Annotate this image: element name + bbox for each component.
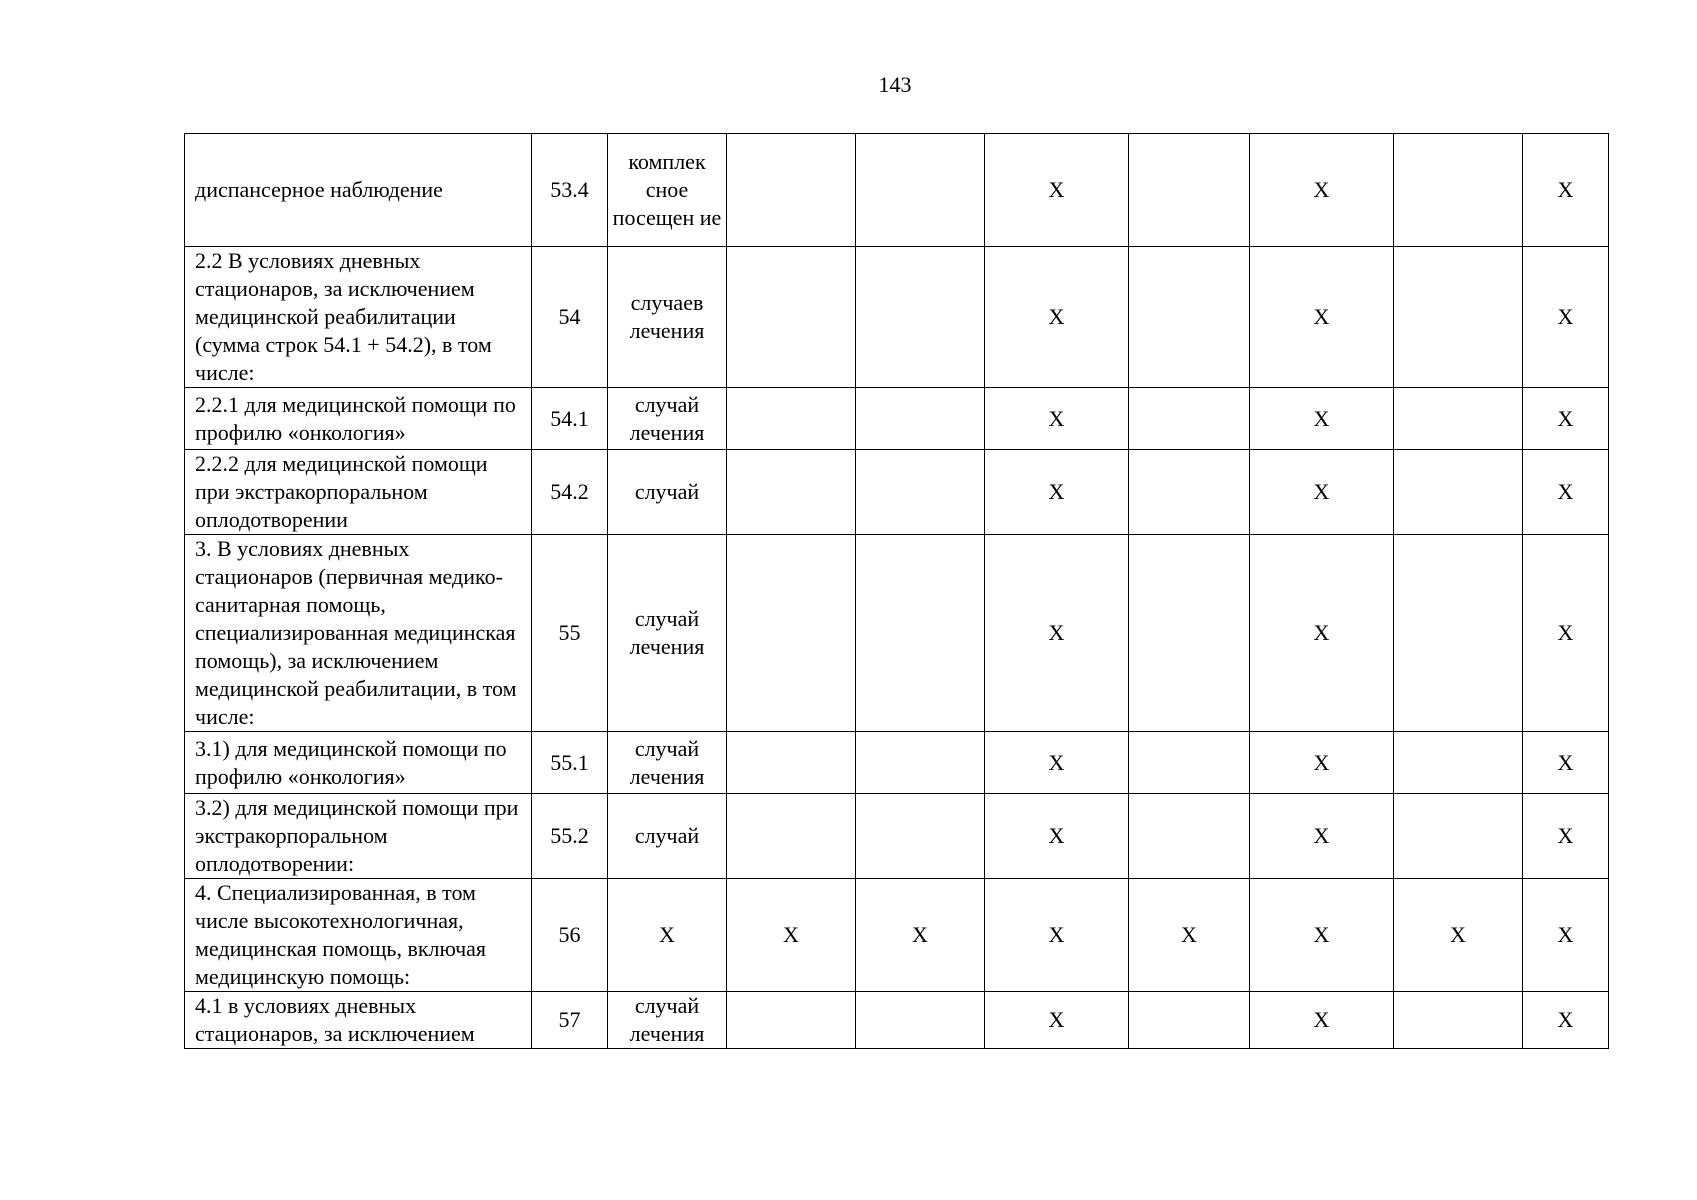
row-code: 57 [532,992,608,1049]
table-cell: X [1523,879,1609,992]
table-cell: X [1523,388,1609,450]
table-cell: X [1523,247,1609,388]
table-cell [1129,535,1250,732]
row-unit: случай лечения [608,388,727,450]
table-cell [856,388,985,450]
row-label: диспансерное наблюдение [185,134,532,247]
page-number: 143 [878,72,912,97]
table-cell: X [1523,794,1609,879]
table-cell [856,450,985,535]
table-cell [1129,732,1250,794]
row-unit: случай [608,450,727,535]
table-cell: X [1250,388,1394,450]
table-row [185,535,1609,732]
row-unit: случай лечения [608,992,727,1049]
table-row [185,388,1609,450]
row-code: 55 [532,535,608,732]
table-cell [856,992,985,1049]
table-cell: X [1250,992,1394,1049]
table-cell [1129,134,1250,247]
data-table [184,133,1609,1049]
table-cell: X [1523,535,1609,732]
table-cell: X [1394,879,1523,992]
row-code: 55.1 [532,732,608,794]
table-cell [856,535,985,732]
row-unit: случай лечения [608,535,727,732]
row-code: 54.2 [532,450,608,535]
row-label: 3.2) для медицинской помощи при экстракорпоральном оплодотворении: [185,794,532,879]
row-label: 4. Специализированная, в том числе высокотехнологичная, медицинская помощь, включая медицинскую помощь: [185,879,532,992]
table-row [185,247,1609,388]
table-cell: X [1250,535,1394,732]
table-cell: X [985,134,1129,247]
table-cell [727,134,856,247]
row-code: 54 [532,247,608,388]
row-code: 56 [532,879,608,992]
table-cell [856,134,985,247]
table-cell: X [1250,732,1394,794]
table-cell [727,732,856,794]
table-cell: X [1250,134,1394,247]
table-row [185,992,1609,1049]
table-cell: X [856,879,985,992]
row-code: 55.2 [532,794,608,879]
table-cell [1394,247,1523,388]
table-cell [1129,450,1250,535]
table-cell [856,247,985,388]
row-unit: комплек сное посещен ие [608,134,727,247]
table-cell: X [1250,794,1394,879]
table-cell [856,732,985,794]
table-cell: X [1250,247,1394,388]
table-cell [727,535,856,732]
table-cell [1394,794,1523,879]
row-label: 3. В условиях дневных стационаров (первичная медико-санитарная помощь, специализированная медицинская помощь), за исключением медицинской реабилитации, в том числе: [185,535,532,732]
table-cell [727,247,856,388]
table-cell: X [1523,450,1609,535]
table-cell [1394,450,1523,535]
table-cell: X [985,388,1129,450]
table-cell [1129,247,1250,388]
table-row [185,879,1609,992]
table-cell: X [1523,134,1609,247]
table-cell [1394,992,1523,1049]
table-cell: X [985,794,1129,879]
row-code: 53.4 [532,134,608,247]
table-cell [1394,732,1523,794]
table-row [185,134,1609,247]
table-cell: X [1129,879,1250,992]
table-cell: X [1250,879,1394,992]
table-row [185,450,1609,535]
row-label: 2.2.1 для медицинской помощи по профилю «онкология» [185,388,532,450]
table-cell [1129,794,1250,879]
table-cell: X [985,450,1129,535]
table-cell [1129,992,1250,1049]
row-label: 2.2 В условиях дневных стационаров, за исключением медицинской реабилитации (сумма строк 54.1 + 54.2), в том числе: [185,247,532,388]
table-cell [1394,388,1523,450]
table-cell [1129,388,1250,450]
table-cell: X [985,732,1129,794]
row-unit: X [608,879,727,992]
table-cell [1394,134,1523,247]
table-cell: X [1523,732,1609,794]
row-unit: случаев лечения [608,247,727,388]
table-row [185,732,1609,794]
table-cell: X [1523,992,1609,1049]
row-unit: случай [608,794,727,879]
table-cell [1394,535,1523,732]
table-cell: X [985,535,1129,732]
table-row [185,794,1609,879]
table-cell [727,388,856,450]
table-cell [727,794,856,879]
table-cell: X [1250,450,1394,535]
row-code: 54.1 [532,388,608,450]
row-label: 2.2.2 для медицинской помощи при экстракорпоральном оплодотворении [185,450,532,535]
table-cell: X [727,879,856,992]
row-label: 4.1 в условиях дневных стационаров, за исключением [185,992,532,1049]
table-cell [727,450,856,535]
row-unit: случай лечения [608,732,727,794]
table-cell: X [985,879,1129,992]
table-cell: X [985,247,1129,388]
row-label: 3.1) для медицинской помощи по профилю «онкология» [185,732,532,794]
table-cell: X [985,992,1129,1049]
table-cell [856,794,985,879]
table-cell [727,992,856,1049]
